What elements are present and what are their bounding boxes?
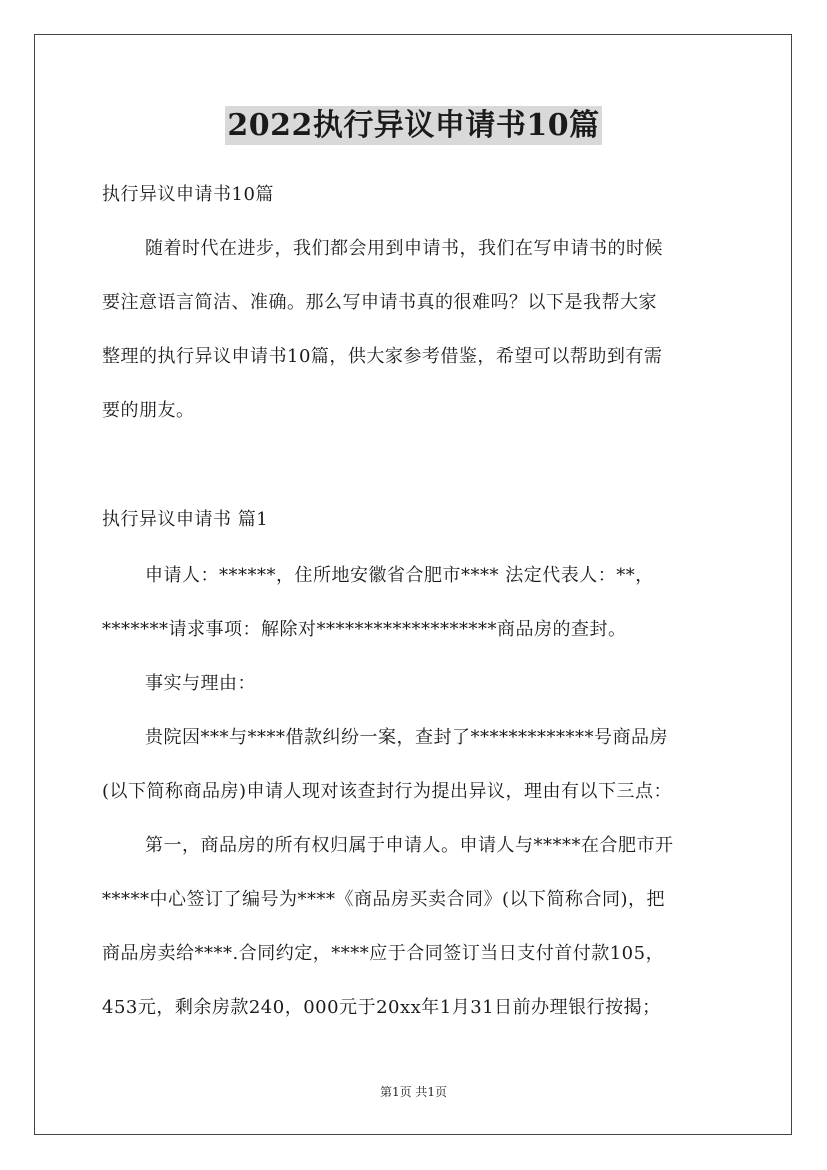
paragraph-line: 453元，剩余房款240，000元于20xx年1月31日前办理银行按揭； — [102, 997, 661, 1018]
paragraph-line: 要的朋友。 — [102, 400, 195, 421]
paragraph-line: 贵院因***与****借款纠纷一案，查封了*************号商品房 — [145, 727, 668, 748]
paragraph-line: (以下简称商品房)申请人现对该查封行为提出异议，理由有以下三点： — [102, 781, 673, 802]
paragraph-line: *****中心签订了编号为****《商品房买卖合同》(以下简称合同)，把 — [102, 889, 666, 910]
document-title-text: 2022执行异议申请书10篇 — [227, 108, 600, 143]
paragraph-line: 商品房卖给****.合同约定，****应于合同签订当日支付首付款105， — [102, 943, 665, 964]
paragraph-line: 要注意语言简洁、准确。那么写申请书真的很难吗？以下是我帮大家 — [102, 292, 657, 313]
paragraph-line: 第一，商品房的所有权归属于申请人。申请人与*****在合肥市开 — [145, 835, 674, 856]
document-subtitle: 执行异议申请书10篇 — [102, 184, 274, 205]
section-heading: 执行异议申请书 篇1 — [102, 509, 269, 530]
paragraph-line: 随着时代在进步，我们都会用到申请书，我们在写申请书的时候 — [145, 238, 663, 259]
page-footer: 第1页 共1页 — [379, 1085, 448, 1099]
paragraph-line: 整理的执行异议申请书10篇，供大家参考借鉴，希望可以帮助到有需 — [102, 346, 663, 367]
paragraph-line: *******请求事项：解除对*******************商品房的查封。 — [102, 619, 627, 640]
document-title — [0, 100, 827, 144]
paragraph-line: 事实与理由： — [145, 673, 256, 694]
paragraph-line: 申请人：******，住所地安徽省合肥市**** 法定代表人：**， — [145, 565, 654, 586]
